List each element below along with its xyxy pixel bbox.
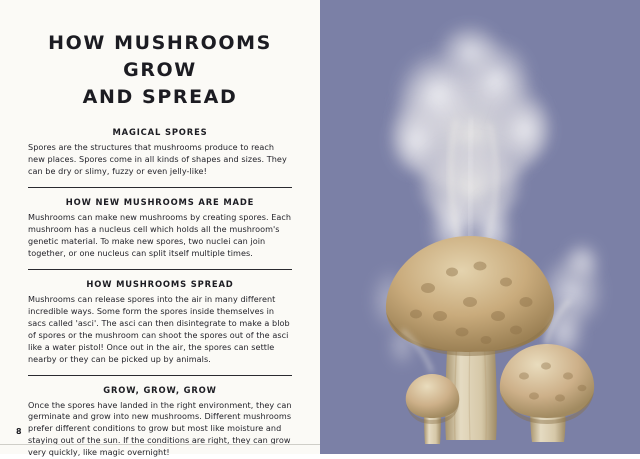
section-how-mushrooms-spread	[28, 279, 292, 366]
section-heading: HOW MUSHROOMS SPREAD	[28, 279, 292, 289]
section-body: Once the spores have landed in the right environment, they can germinate and grow into new mushrooms. Different mushrooms prefer different conditions to grow but most like moisture and staying out of the sun. If the conditions are right, they can grow very quickly, like magic overnight!	[28, 400, 292, 459]
page-title-line-1: HOW MUSHROOMS GROW	[28, 30, 292, 84]
right-page	[320, 0, 640, 454]
mushroom-illustration	[320, 0, 640, 454]
section-body: Mushrooms can make new mushrooms by creating spores. Each mushroom has a nucleus cell which holds all the mushroom's genetic material. To make new spores, two nuclei can join together, or one nucleus can split itself multiple times.	[28, 212, 292, 260]
section-divider	[28, 187, 292, 188]
page-bottom-rule	[0, 444, 320, 445]
section-divider	[28, 375, 292, 376]
page-title-line-2: AND SPREAD	[28, 84, 292, 111]
section-heading: GROW, GROW, GROW	[28, 385, 292, 395]
page-title	[28, 30, 292, 111]
section-divider	[28, 269, 292, 270]
section-how-new-mushrooms-are-made	[28, 197, 292, 260]
section-heading: HOW NEW MUSHROOMS ARE MADE	[28, 197, 292, 207]
section-body: Spores are the structures that mushrooms produce to reach new places. Spores come in all kinds of shapes and sizes. They can be dry or slimy, fuzzy or even jelly-like!	[28, 142, 292, 178]
left-page	[0, 0, 320, 454]
section-grow-grow-grow	[28, 385, 292, 459]
page-number: 8	[16, 427, 22, 436]
section-heading: MAGICAL SPORES	[28, 127, 292, 137]
section-body: Mushrooms can release spores into the air in many different incredible ways. Some form the spores inside themselves in sacs called 'asci'. The asci can then disintegrate to make a blob of spores or the mushroom can shoot the spores out of the asci like a water pistol! Once out in the air, the spores can settle nearby or they can be picked up by animals.	[28, 294, 292, 366]
section-magical-spores	[28, 127, 292, 178]
